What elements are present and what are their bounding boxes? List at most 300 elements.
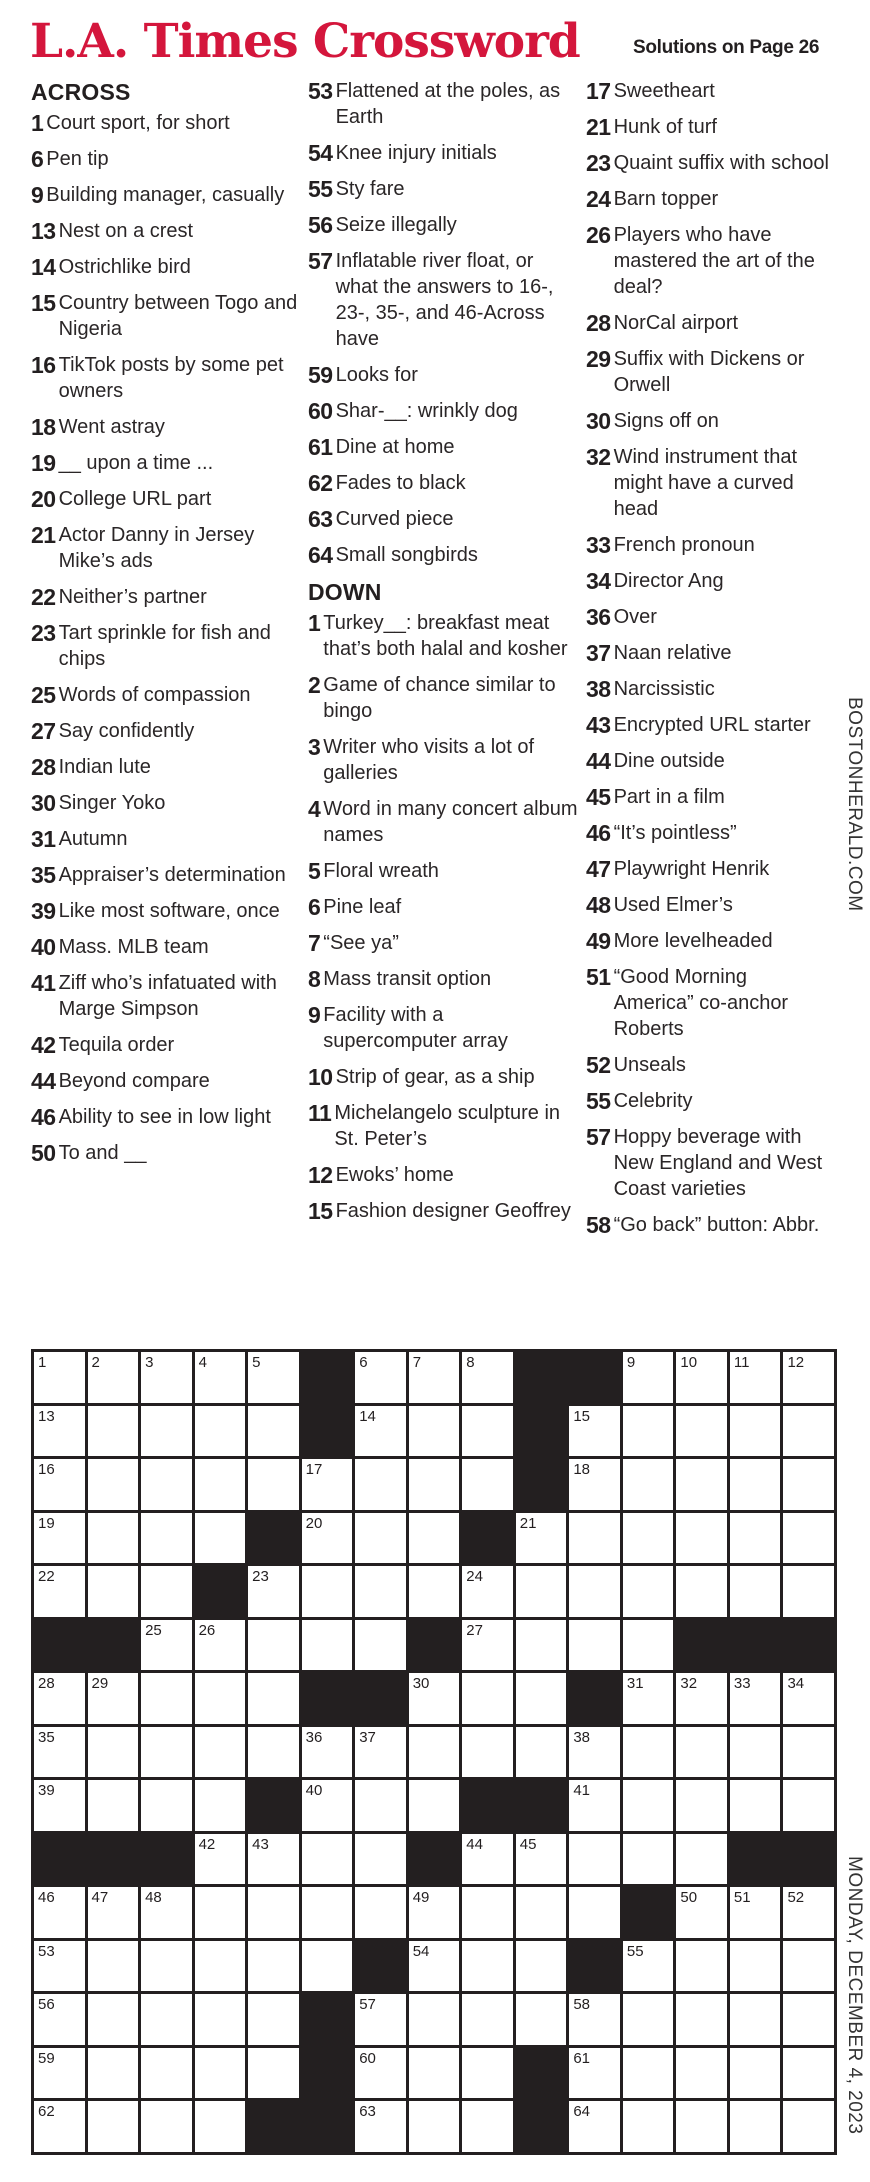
grid-cell[interactable] — [569, 2048, 620, 2099]
clue-item — [31, 450, 301, 476]
clue-item — [308, 362, 580, 388]
clue-text: Tequila order — [58, 1034, 175, 1056]
site-url-label: BOSTONHERALD.COM — [844, 697, 865, 912]
grid-cell[interactable] — [88, 1887, 139, 1938]
grid-cell[interactable] — [355, 1620, 406, 1671]
grid-cell[interactable] — [302, 1887, 353, 1938]
grid-block — [783, 1834, 834, 1885]
grid-cell[interactable] — [88, 1673, 139, 1724]
grid-cell[interactable] — [195, 1887, 246, 1938]
cell-number: 26 — [198, 1621, 216, 1639]
clue-item — [308, 1064, 580, 1090]
grid-cell[interactable] — [195, 1620, 246, 1671]
grid-cell[interactable] — [462, 1620, 513, 1671]
grid-cell[interactable] — [355, 2048, 406, 2099]
grid-cell[interactable] — [141, 2048, 192, 2099]
clue-item — [586, 1052, 831, 1078]
grid-cell[interactable] — [195, 1513, 246, 1564]
clue-item — [31, 754, 301, 780]
clue-text: Indian lute — [58, 756, 151, 778]
grid-cell[interactable] — [88, 1994, 139, 2045]
grid-cell[interactable] — [783, 1887, 834, 1938]
grid-cell[interactable] — [248, 1352, 299, 1403]
grid-cell[interactable] — [516, 1620, 567, 1671]
grid-cell[interactable] — [195, 1459, 246, 1510]
clue-item — [308, 1198, 580, 1224]
grid-cell[interactable] — [676, 2101, 727, 2152]
clue-text: Mass. MLB team — [58, 936, 209, 958]
grid-cell[interactable] — [195, 1994, 246, 2045]
grid-cell[interactable] — [141, 1727, 192, 1778]
grid-cell[interactable] — [141, 1673, 192, 1724]
grid-block — [516, 2048, 567, 2099]
grid-cell[interactable] — [355, 1727, 406, 1778]
grid-cell[interactable] — [34, 2101, 85, 2152]
cell-number: 64 — [573, 2103, 591, 2121]
grid-cell[interactable] — [676, 1566, 727, 1617]
grid-cell[interactable] — [248, 1887, 299, 1938]
grid-cell[interactable] — [88, 1780, 139, 1831]
clue-number: 6 — [308, 894, 321, 920]
clue-number: 49 — [586, 928, 611, 954]
clue-text: Sweetheart — [613, 80, 715, 102]
clue-number: 59 — [308, 362, 333, 388]
grid-cell[interactable] — [462, 1566, 513, 1617]
grid-cell[interactable] — [569, 1994, 620, 2045]
crossword-grid[interactable] — [31, 1349, 837, 2155]
clue-item — [308, 894, 580, 920]
grid-cell[interactable] — [676, 2048, 727, 2099]
grid-cell[interactable] — [302, 1941, 353, 1992]
grid-cell[interactable] — [195, 1727, 246, 1778]
clue-item — [308, 966, 580, 992]
grid-cell[interactable] — [676, 1887, 727, 1938]
clue-number: 58 — [586, 1212, 611, 1238]
grid-cell[interactable] — [730, 1727, 781, 1778]
clue-item — [308, 610, 580, 662]
grid-cell[interactable] — [462, 1727, 513, 1778]
grid-cell[interactable] — [34, 1780, 85, 1831]
grid-cell[interactable] — [302, 1566, 353, 1617]
clue-text: Pine leaf — [323, 896, 402, 918]
grid-cell[interactable] — [195, 2101, 246, 2152]
cell-number: 4 — [198, 1354, 207, 1371]
grid-cell[interactable] — [34, 1727, 85, 1778]
grid-cell[interactable] — [409, 1566, 460, 1617]
clue-text: Naan relative — [613, 642, 732, 664]
grid-block — [516, 1459, 567, 1510]
grid-cell[interactable] — [676, 1727, 727, 1778]
grid-cell[interactable] — [34, 1406, 85, 1457]
grid-cell[interactable] — [248, 2048, 299, 2099]
grid-cell[interactable] — [783, 2101, 834, 2152]
grid-cell[interactable] — [569, 1887, 620, 1938]
clue-number: 28 — [31, 754, 56, 780]
grid-cell[interactable] — [676, 1459, 727, 1510]
clue-number: 45 — [586, 784, 611, 810]
clue-number: 21 — [586, 114, 611, 140]
grid-cell[interactable] — [195, 1941, 246, 1992]
cell-number: 11 — [733, 1354, 750, 1371]
grid-cell[interactable] — [569, 1406, 620, 1457]
grid-cell[interactable] — [302, 1513, 353, 1564]
clue-text: Ziff who’s infatuated with Marge Simpson — [58, 972, 277, 1020]
grid-cell[interactable] — [462, 2101, 513, 2152]
clue-item — [308, 470, 580, 496]
grid-cell[interactable] — [623, 2048, 674, 2099]
grid-block — [569, 1941, 620, 1992]
grid-cell[interactable] — [141, 1406, 192, 1457]
grid-cell[interactable] — [623, 1941, 674, 1992]
clue-text: Fashion designer Geoffrey — [335, 1200, 571, 1222]
grid-cell[interactable] — [302, 1834, 353, 1885]
grid-cell[interactable] — [195, 2048, 246, 2099]
grid-cell[interactable] — [355, 1834, 406, 1885]
grid-cell[interactable] — [409, 1941, 460, 1992]
grid-cell[interactable] — [248, 1673, 299, 1724]
grid-cell[interactable] — [34, 1887, 85, 1938]
grid-cell[interactable] — [409, 1673, 460, 1724]
clues-column-1 — [31, 78, 301, 1176]
grid-cell[interactable] — [730, 1459, 781, 1510]
clue-text: Like most software, once — [58, 900, 280, 922]
grid-cell[interactable] — [195, 1406, 246, 1457]
grid-cell[interactable] — [409, 1513, 460, 1564]
grid-cell[interactable] — [462, 2048, 513, 2099]
grid-cell[interactable] — [730, 2048, 781, 2099]
clue-number: 4 — [308, 796, 321, 822]
clue-text: Singer Yoko — [58, 792, 166, 814]
grid-cell[interactable] — [516, 1727, 567, 1778]
grid-cell[interactable] — [141, 1513, 192, 1564]
grid-cell[interactable] — [783, 1673, 834, 1724]
cell-number: 35 — [38, 1728, 55, 1746]
cell-number: 36 — [305, 1728, 323, 1746]
clue-item — [308, 506, 580, 532]
grid-cell[interactable] — [569, 1834, 620, 1885]
grid-cell[interactable] — [623, 1406, 674, 1457]
clue-number: 44 — [586, 748, 611, 774]
clue-number: 46 — [586, 820, 611, 846]
clue-number: 39 — [31, 898, 56, 924]
grid-cell[interactable] — [34, 2048, 85, 2099]
grid-cell[interactable] — [302, 1620, 353, 1671]
grid-cell[interactable] — [516, 1994, 567, 2045]
clue-text: Words of compassion — [58, 684, 251, 706]
grid-cell[interactable] — [248, 1620, 299, 1671]
grid-cell[interactable] — [355, 1459, 406, 1510]
grid-cell[interactable] — [569, 1513, 620, 1564]
grid-cell[interactable] — [355, 1994, 406, 2045]
clue-item — [586, 1124, 831, 1202]
clue-number: 33 — [586, 532, 611, 558]
grid-cell[interactable] — [730, 1566, 781, 1617]
grid-cell[interactable] — [730, 1513, 781, 1564]
grid-cell[interactable] — [730, 2101, 781, 2152]
clue-text: Building manager, casually — [46, 184, 285, 206]
grid-cell[interactable] — [355, 1513, 406, 1564]
grid-cell[interactable] — [355, 1352, 406, 1403]
clue-item — [586, 346, 831, 398]
grid-cell[interactable] — [34, 1994, 85, 2045]
clue-text: Turkey__: breakfast meat that’s both halal and kosher — [323, 612, 568, 660]
grid-cell[interactable] — [302, 1780, 353, 1831]
clue-item — [308, 542, 580, 568]
grid-cell[interactable] — [248, 1566, 299, 1617]
clue-number: 23 — [31, 620, 56, 646]
grid-cell[interactable] — [462, 1941, 513, 1992]
clue-text: Went astray — [58, 416, 165, 438]
grid-cell[interactable] — [783, 1566, 834, 1617]
grid-cell[interactable] — [34, 1459, 85, 1510]
grid-cell[interactable] — [623, 1566, 674, 1617]
grid-cell[interactable] — [783, 1513, 834, 1564]
grid-cell[interactable] — [516, 1941, 567, 1992]
grid-block — [516, 2101, 567, 2152]
grid-cell[interactable] — [623, 1459, 674, 1510]
clue-number: 26 — [586, 222, 611, 248]
grid-cell[interactable] — [409, 2048, 460, 2099]
grid-cell[interactable] — [248, 1727, 299, 1778]
grid-cell[interactable] — [676, 1513, 727, 1564]
clue-number: 9 — [31, 182, 44, 208]
cell-number: 5 — [252, 1354, 261, 1371]
grid-cell[interactable] — [623, 1620, 674, 1671]
clue-item — [31, 862, 301, 888]
grid-cell[interactable] — [248, 1994, 299, 2045]
grid-block — [462, 1513, 513, 1564]
grid-cell[interactable] — [623, 1727, 674, 1778]
grid-cell[interactable] — [462, 1834, 513, 1885]
clue-number: 28 — [586, 310, 611, 336]
grid-cell[interactable] — [248, 1406, 299, 1457]
grid-cell[interactable] — [516, 1834, 567, 1885]
grid-cell[interactable] — [34, 1673, 85, 1724]
grid-block — [676, 1620, 727, 1671]
grid-cell[interactable] — [409, 1887, 460, 1938]
grid-cell[interactable] — [248, 1459, 299, 1510]
publication-date-label: MONDAY, DECEMBER 4, 2023 — [844, 1856, 865, 2135]
clue-number: 36 — [586, 604, 611, 630]
grid-cell[interactable] — [783, 1352, 834, 1403]
grid-cell[interactable] — [355, 1780, 406, 1831]
grid-cell[interactable] — [141, 1780, 192, 1831]
cell-number: 25 — [145, 1621, 162, 1639]
grid-cell[interactable] — [88, 1406, 139, 1457]
clue-text: Used Elmer’s — [613, 894, 733, 916]
grid-cell[interactable] — [623, 1352, 674, 1403]
grid-cell[interactable] — [730, 1941, 781, 1992]
grid-cell[interactable] — [34, 1941, 85, 1992]
grid-cell[interactable] — [623, 1834, 674, 1885]
grid-cell[interactable] — [783, 1780, 834, 1831]
grid-cell[interactable] — [623, 2101, 674, 2152]
grid-cell[interactable] — [730, 1352, 781, 1403]
grid-cell[interactable] — [569, 1459, 620, 1510]
grid-cell[interactable] — [248, 1941, 299, 1992]
clue-number: 14 — [31, 254, 56, 280]
clue-number: 25 — [31, 682, 56, 708]
grid-cell[interactable] — [730, 1887, 781, 1938]
grid-cell[interactable] — [623, 1994, 674, 2045]
grid-cell[interactable] — [88, 1513, 139, 1564]
grid-cell[interactable] — [409, 1406, 460, 1457]
grid-cell[interactable] — [516, 1673, 567, 1724]
grid-cell[interactable] — [141, 1941, 192, 1992]
grid-cell[interactable] — [783, 1994, 834, 2045]
grid-cell[interactable] — [676, 1834, 727, 1885]
grid-block — [516, 1780, 567, 1831]
cell-number: 38 — [573, 1728, 591, 1746]
grid-cell[interactable] — [623, 1673, 674, 1724]
clue-item — [586, 186, 831, 212]
grid-cell[interactable] — [783, 1459, 834, 1510]
grid-cell[interactable] — [569, 2101, 620, 2152]
clue-item — [31, 934, 301, 960]
grid-cell[interactable] — [355, 2101, 406, 2152]
clue-item — [308, 248, 580, 352]
grid-cell[interactable] — [676, 1780, 727, 1831]
grid-cell[interactable] — [141, 1459, 192, 1510]
grid-cell[interactable] — [141, 1566, 192, 1617]
grid-cell[interactable] — [409, 1994, 460, 2045]
grid-cell[interactable] — [676, 1673, 727, 1724]
clue-number: 57 — [308, 248, 333, 274]
grid-cell[interactable] — [88, 1727, 139, 1778]
grid-cell[interactable] — [462, 1887, 513, 1938]
grid-cell[interactable] — [141, 1994, 192, 2045]
cell-number: 62 — [38, 2103, 55, 2121]
grid-cell[interactable] — [195, 1834, 246, 1885]
across-clue-list-part-2 — [308, 78, 580, 568]
grid-cell[interactable] — [516, 1887, 567, 1938]
grid-cell[interactable] — [462, 1406, 513, 1457]
grid-cell[interactable] — [623, 1513, 674, 1564]
grid-block — [302, 1406, 353, 1457]
grid-cell[interactable] — [34, 1566, 85, 1617]
grid-cell[interactable] — [783, 1727, 834, 1778]
clue-item — [31, 486, 301, 512]
grid-cell[interactable] — [730, 1673, 781, 1724]
grid-cell[interactable] — [355, 1566, 406, 1617]
grid-cell[interactable] — [676, 1941, 727, 1992]
grid-cell[interactable] — [569, 1780, 620, 1831]
grid-cell[interactable] — [516, 1566, 567, 1617]
cell-number: 42 — [198, 1835, 216, 1853]
clues-column-3 — [586, 78, 831, 1248]
grid-cell[interactable] — [409, 1727, 460, 1778]
cell-number: 51 — [733, 1889, 751, 1907]
grid-cell[interactable] — [462, 1673, 513, 1724]
grid-cell[interactable] — [409, 2101, 460, 2152]
grid-cell[interactable] — [248, 1834, 299, 1885]
grid-cell[interactable] — [88, 2048, 139, 2099]
clue-text: Small songbirds — [335, 544, 478, 566]
grid-cell[interactable] — [783, 1941, 834, 1992]
grid-cell[interactable] — [34, 1352, 85, 1403]
grid-cell[interactable] — [569, 1566, 620, 1617]
grid-cell[interactable] — [34, 1513, 85, 1564]
clue-item — [31, 254, 301, 280]
clue-number: 38 — [586, 676, 611, 702]
grid-cell[interactable] — [141, 2101, 192, 2152]
grid-cell[interactable] — [462, 1352, 513, 1403]
grid-cell[interactable] — [462, 1459, 513, 1510]
grid-block — [516, 1352, 567, 1403]
clue-text: Wind instrument that might have a curved head — [613, 446, 798, 520]
grid-block — [248, 2101, 299, 2152]
cell-number: 58 — [573, 1996, 591, 2014]
grid-cell[interactable] — [88, 1566, 139, 1617]
grid-cell[interactable] — [569, 1727, 620, 1778]
grid-cell[interactable] — [355, 1406, 406, 1457]
grid-cell[interactable] — [195, 1673, 246, 1724]
grid-cell[interactable] — [676, 1406, 727, 1457]
clue-item — [31, 290, 301, 342]
clue-text: Beyond compare — [58, 1070, 210, 1092]
clue-number: 60 — [308, 398, 333, 424]
clue-text: Neither’s partner — [58, 586, 207, 608]
grid-cell[interactable] — [141, 1620, 192, 1671]
clue-number: 42 — [31, 1032, 56, 1058]
clue-item — [31, 1140, 301, 1166]
grid-cell[interactable] — [409, 1352, 460, 1403]
clue-text: Hoppy beverage with New England and West Coast varieties — [613, 1126, 823, 1200]
clue-number: 22 — [31, 584, 56, 610]
grid-cell[interactable] — [516, 1513, 567, 1564]
grid-cell[interactable] — [730, 1780, 781, 1831]
grid-cell[interactable] — [141, 1352, 192, 1403]
grid-cell[interactable] — [409, 1780, 460, 1831]
grid-cell[interactable] — [730, 1994, 781, 2045]
cell-number: 41 — [573, 1782, 591, 1800]
grid-cell[interactable] — [302, 1727, 353, 1778]
grid-cell[interactable] — [141, 1887, 192, 1938]
cell-number: 10 — [680, 1354, 698, 1371]
clue-number: 9 — [308, 1002, 321, 1028]
grid-cell[interactable] — [623, 1780, 674, 1831]
grid-cell[interactable] — [88, 2101, 139, 2152]
grid-cell[interactable] — [569, 1620, 620, 1671]
grid-cell[interactable] — [676, 1352, 727, 1403]
grid-cell[interactable] — [783, 2048, 834, 2099]
grid-cell[interactable] — [783, 1406, 834, 1457]
grid-cell[interactable] — [88, 1352, 139, 1403]
grid-cell[interactable] — [302, 1459, 353, 1510]
grid-cell[interactable] — [462, 1994, 513, 2045]
clue-text: Dine outside — [613, 750, 725, 772]
cell-number: 55 — [626, 1942, 644, 1960]
cell-number: 45 — [519, 1835, 537, 1853]
grid-block — [88, 1620, 139, 1671]
grid-cell[interactable] — [88, 1941, 139, 1992]
grid-cell[interactable] — [409, 1459, 460, 1510]
cell-number: 8 — [466, 1354, 475, 1371]
clue-number: 46 — [31, 1104, 56, 1130]
grid-cell[interactable] — [730, 1406, 781, 1457]
cell-number: 29 — [91, 1675, 109, 1693]
grid-block — [302, 1352, 353, 1403]
grid-cell[interactable] — [676, 1994, 727, 2045]
clue-number: 63 — [308, 506, 333, 532]
grid-block — [569, 1673, 620, 1724]
grid-cell[interactable] — [195, 1352, 246, 1403]
clue-number: 62 — [308, 470, 333, 496]
clue-text: Inflatable river float, or what the answers to 16-, 23-, 35-, and 46-Across have — [335, 250, 554, 350]
grid-cell[interactable] — [88, 1459, 139, 1510]
grid-cell[interactable] — [355, 1887, 406, 1938]
grid-cell[interactable] — [195, 1780, 246, 1831]
